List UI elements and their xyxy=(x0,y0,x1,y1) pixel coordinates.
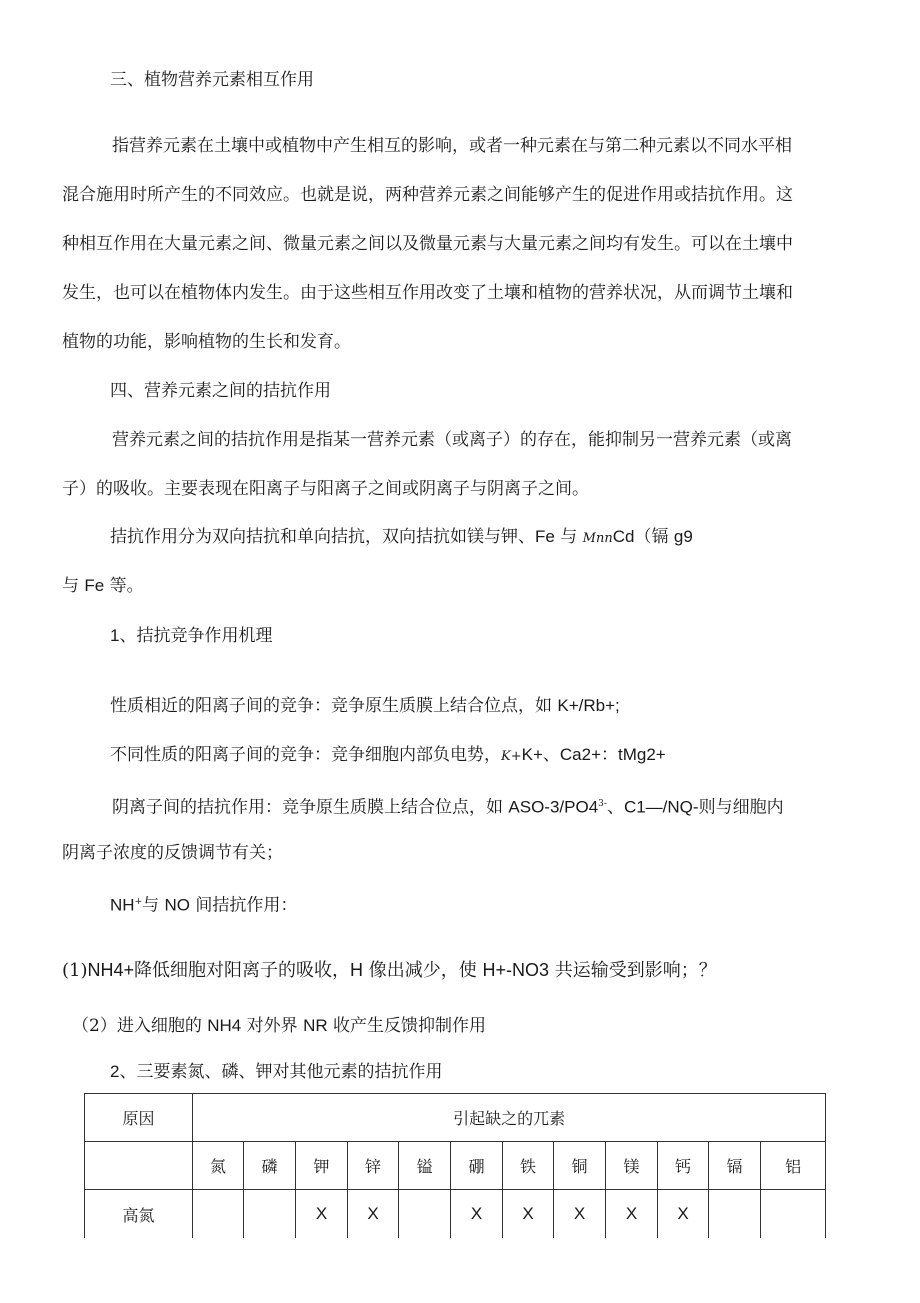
paragraph-line: 混合施用时所产生的不同效应。也就是说，两种营养元素之间能够产生的促进作用或拮抗作用。这 xyxy=(62,185,793,205)
row-label: 高氮 xyxy=(85,1190,193,1239)
mark-cell xyxy=(244,1190,296,1239)
anion-line: 阴离子间的拮抗作用：竞争原生质膜上结合位点，如 ASO-$3/PO4^{3-}$、C1—/NQ-则与细胞内 xyxy=(112,797,784,818)
mark-cell: X xyxy=(296,1190,348,1239)
mark-cell: X xyxy=(554,1190,606,1239)
header-deficient-elements: 引起缺之的兀素 xyxy=(193,1094,826,1142)
mark-cell xyxy=(709,1190,761,1239)
mark-cell xyxy=(193,1190,244,1239)
empty-cell xyxy=(85,1142,193,1190)
paragraph-line: 发生，也可以在植物体内发生。由于这些相互作用改变了土壤和植物的营养状况，从而调节土壤和 xyxy=(62,283,793,303)
element-header: 镁 xyxy=(606,1142,658,1190)
section-4-heading: 四、营养元素之间的拮抗作用 xyxy=(110,381,331,401)
mark-cell: X xyxy=(658,1190,709,1239)
mark-cell: X xyxy=(503,1190,554,1239)
element-header: 氮 xyxy=(193,1142,244,1190)
antagonism-types-line: 拮抗作用分为双向拮抗和单向拮抗，双向拮抗如镁与钾、Fe 与 MnnCd（镉 g9 xyxy=(110,527,693,547)
list-item-2: （2）进入细胞的 NH4 对外界 NR 收产生反馈抑制作用 xyxy=(72,1016,487,1036)
section-3-heading: 三、植物营养元素相互作用 xyxy=(110,70,314,90)
element-header: 钙 xyxy=(658,1142,709,1190)
antagonism-types-line-2: 与 Fe 等。 xyxy=(62,576,144,596)
mark-cell: X xyxy=(348,1190,399,1239)
mark-cell xyxy=(399,1190,451,1239)
cation-similar-line: 性质相近的阳离子间的竞争：竞争原生质膜上结合位点，如 K+/Rb+; xyxy=(110,696,620,716)
mark-cell xyxy=(761,1190,826,1239)
element-header: 铝 xyxy=(761,1142,826,1190)
element-header: 镉 xyxy=(709,1142,761,1190)
cation-different-line: 不同性质的阳离子间的竞争：竞争细胞内部负电势，K+K+、Ca2+：tMg2+ xyxy=(110,745,666,765)
header-cause: 原因 xyxy=(85,1094,193,1142)
antagonism-table xyxy=(84,1093,826,1238)
list-item-1: (1)NH4+降低细胞对阳离子的吸收，H 像出减少，使 H+-NO3 共运输受到影响；？ xyxy=(62,960,717,981)
element-header: 磷 xyxy=(244,1142,296,1190)
mark-cell: X xyxy=(606,1190,658,1239)
paragraph-line: 种相互作用在大量元素之间、微量元素之间以及微量元素与大量元素之间均有发生。可以在土壤中 xyxy=(62,234,793,254)
paragraph-line: 指营养元素在土壤中或植物中产生相互的影响，或者一种元素在与第二种元素以不同水平相 xyxy=(112,136,792,156)
element-header: 铁 xyxy=(503,1142,554,1190)
section-2-heading: 2、三要素氮、磷、钾对其他元素的拮抗作用 xyxy=(110,1062,443,1082)
paragraph-line: 植物的功能，影响植物的生长和发育。 xyxy=(62,332,351,352)
element-header: 镒 xyxy=(399,1142,451,1190)
element-header: 锌 xyxy=(348,1142,399,1190)
mechanism-heading: 1、拮抗竞争作用机理 xyxy=(110,626,273,646)
paragraph-line: 营养元素之间的拮抗作用是指某一营养元素（或离子）的存在，能抑制另一营养元素（或离 xyxy=(112,430,792,450)
mark-cell: X xyxy=(451,1190,503,1239)
nh-no-heading: NH+与 NO 间拮抗作用： xyxy=(110,895,298,916)
table-row xyxy=(85,1190,826,1239)
anion-line-2: 阴离子浓度的反馈调节有关； xyxy=(62,843,283,863)
paragraph-line: 子）的吸收。主要表现在阳离子与阳离子之间或阴离子与阴离子之间。 xyxy=(62,479,589,499)
element-header: 铜 xyxy=(554,1142,606,1190)
element-header: 硼 xyxy=(451,1142,503,1190)
element-header: 钾 xyxy=(296,1142,348,1190)
